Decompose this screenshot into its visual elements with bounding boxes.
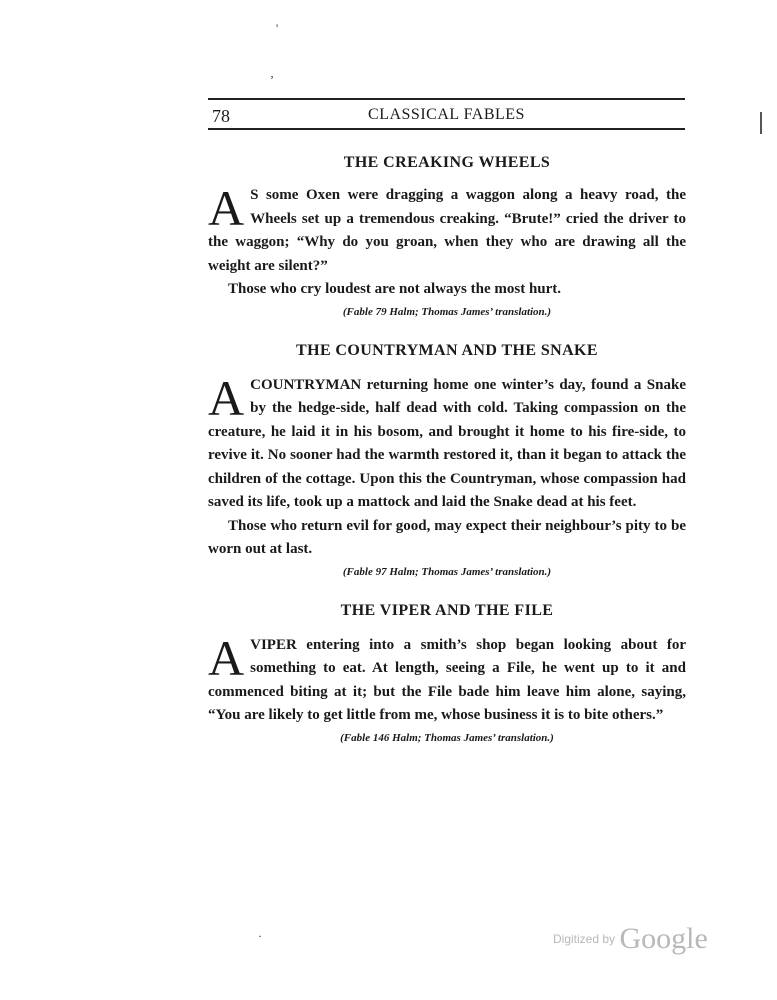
drop-cap: A xyxy=(208,369,245,426)
fable-citation: (Fable 146 Halm; Thomas James’ translation.) xyxy=(340,731,554,744)
google-logo: Google xyxy=(619,922,708,955)
running-title: CLASSICAL FABLES xyxy=(368,106,525,123)
fable-body xyxy=(208,369,686,515)
scan-speck: ' xyxy=(276,21,279,35)
fable-viper-file xyxy=(208,598,686,748)
scan-speck: · xyxy=(258,929,262,943)
fable-title: THE COUNTRYMAN AND THE SNAKE xyxy=(296,341,598,359)
fable-citation: (Fable 97 Halm; Thomas James’ translation.) xyxy=(342,565,552,578)
page-content xyxy=(208,150,686,748)
fable-moral: Those who cry loudest are not always the most hurt. xyxy=(228,281,562,297)
scan-speck: ʼ xyxy=(270,73,274,87)
page-number: 78 xyxy=(212,106,230,126)
fable-body xyxy=(208,629,686,728)
drop-cap: A xyxy=(208,629,245,686)
fable-moral: Those who return evil for good, may expect their neighbour’s pity to be worn out at last. xyxy=(208,517,686,557)
fable-countryman-snake xyxy=(208,338,686,582)
header-rule-bottom xyxy=(208,128,685,130)
fable-title: THE VIPER AND THE FILE xyxy=(340,601,554,619)
fable-text: COUNTRYMAN returning home one winter’s day, found a Snake by the hedge-side, half dead with cold. Taking compassion on the creature, he laid it in his bosom, and brought it home to his fire-side, to revive it. No sooner had the warmth restored it, than it began to attack the children of the cottage. Upon this the Countryman, whose compassion had saved its life, took up a mattock and laid the Snake dead at his feet. xyxy=(208,376,686,510)
running-header xyxy=(208,98,685,130)
fable-text: VIPER entering into a smith’s shop began looking about for something to eat. At length, seeing a File, he went up to it and commenced biting at it; but the File bade him leave him alone, saying, “You are likely to get little from me, whose business it is to bite others.” xyxy=(208,636,686,723)
watermark-prefix: Digitized by xyxy=(553,932,616,946)
fable-title: THE CREAKING WHEELS xyxy=(343,154,551,171)
fable-text: S some Oxen were dragging a waggon along a heavy road, the Wheels set up a tremendous creaking. “Brute!” cried the driver to the waggon; “Why do you groan, when they who are drawing all the weight are silent?” xyxy=(208,187,686,274)
digitized-watermark xyxy=(553,922,708,956)
fable-creaking-wheels xyxy=(208,150,686,322)
fable-body xyxy=(208,180,686,278)
header-row xyxy=(208,100,685,128)
fable-citation: (Fable 79 Halm; Thomas James’ translation.) xyxy=(342,305,552,318)
scan-edge-mark xyxy=(760,112,762,134)
drop-cap: A xyxy=(208,180,245,236)
